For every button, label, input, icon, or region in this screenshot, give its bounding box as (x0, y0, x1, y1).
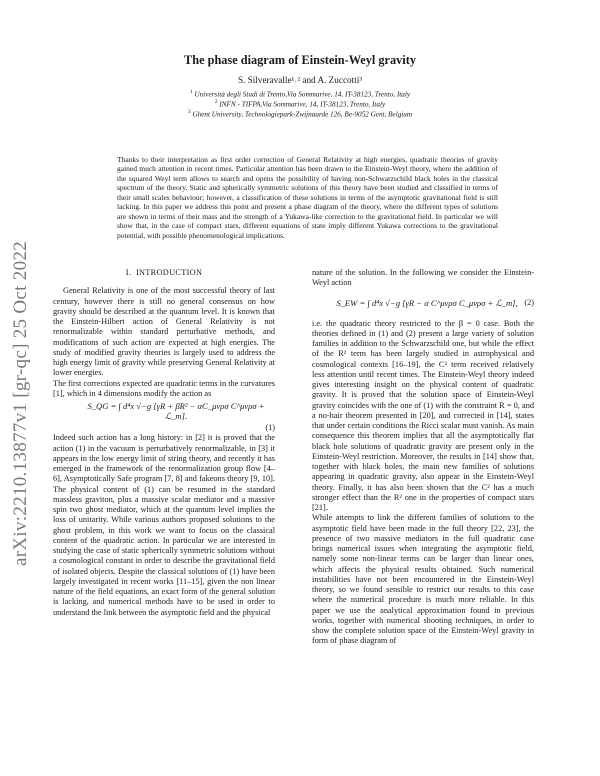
affiliation-mark: 2 (214, 99, 218, 105)
intro-paragraph-6: While attempts to link the different families of solutions to the asymptotic field have been made in the full theory [22, 23], the presence of two massive mediators in the full quadratic case brings numerical issues when integrating the asymptotic field, namely some non-linear terms can be larger than linear ones, which affects the physical results obtained. Such numerical instabilities have not been encountered in the Einstein-Weyl theory, so we found sensible to restrict our results to this case where the numerical procedure is much more reliable. In this paper we use the analytical approximation found in previous works, together with numerical shooting techniques, in order to show the complete solution space of the Einstein-Weyl gravity in form of phase diagram of (312, 513, 534, 646)
affiliation-text: Ghent University, Technologiepark-Zwijnaarde 126, Be-9052 Gent, Belgium (192, 110, 413, 119)
intro-paragraph-4: nature of the solution. In the following we consider the Einstein-Weyl action (312, 268, 534, 288)
affiliation-mark: 1 (189, 89, 193, 95)
affiliation-3 (0, 109, 600, 118)
section-number: I. (125, 268, 132, 277)
arxiv-stamp: arXiv:2210.13877v1 [gr-qc] 25 Oct 2022 (10, 241, 31, 566)
section-title: INTRODUCTION (135, 268, 203, 277)
paper-title: The phase diagram of Einstein-Weyl gravity (184, 53, 416, 67)
equation-2-body: S_EW = ∫ d⁴x √−g [γR − α C^μνρσ C_μνρσ + ℒ_m], (336, 298, 518, 309)
affiliation-text: Università degli Studi di Trento,Via Sommarive, 14, IT-38123, Trento, Italy (194, 90, 411, 99)
affiliation-text: INFN - TIFPA,Via Sommarive, 14, IT-38123, Trento, Italy (219, 100, 386, 109)
section-heading (53, 268, 275, 278)
right-column (312, 268, 534, 647)
intro-paragraph-3: Indeed such action has a long history: in [2] it is proved that the action (1) in the vacuum is perturbatively renormalizable, in [3] it appears in the low energy limit of string theory, and recently it has emerged in the framework of the renormalization group flow [4–6], Asymptotically Safe program [7, 8] and fakeons theory [9, 10]. The physical content of (1) can be resumed in the standard massless graviton, plus a massive scalar mediator and a massive spin two ghost mediator, which at the quantum level implies the loss of unitarity. While various authors proposed solutions to the ghost problem, in this work we want to focus on the classical content of the quadratic action. In particular we are interested in studying the case of static spherically symmetric solutions without a cosmological constant in order to describe the gravitational field of isolated objects. Despite the classical solutions of (1) have been largely investigated in recent works [11–15], given the non linear nature of the field equations, an exact form of the general solution is lacking, and numerical methods have to be used in order to understand the link between the asymptotic field and the physical (53, 433, 275, 617)
equation-1 (53, 399, 275, 423)
equation-1-body: S_QG = ∫ d⁴x √−g [γR + βR² − αC_μνρσ C^μνρσ + ℒ_m]. (87, 400, 265, 421)
intro-paragraph-5: i.e. the quadratic theory restricted to the β = 0 case. Both the theories defined in (1) and (2) present a large variety of solution families in addition to the Schwarzschild one, but while the effect of the R² term has been largely studied in astrophysical and cosmological contexts [16–19], the C² term received relatively less attention until recent times. The Einstein-Weyl theory indeed gives interesting insight on the physical content of quadratic gravity. It is proved that the solution space of Einstein-Weyl gravity coincides with the one of (1) with the constraint R = 0, and a no-hair theorem presented in [20], and corrected in [14], states that under certain conditions the Ricci scalar must vanish. As main consequence this theorem implies that all the asymptotically flat black hole solutions of quadratic gravity are present only in the Einstein-Weyl restriction. Moreover, the results in [14] show that, together with black holes, the main new families of solutions appearing in quadratic gravity, also appear in the Einstein-Weyl theory. Finally, it has also been shown that the C² has a much stronger effect than the R² one in the properties of compact stars [21]. (312, 318, 534, 512)
affiliation-1 (0, 89, 600, 98)
equation-2 (312, 289, 534, 319)
equation-2-number: (2) (524, 298, 534, 308)
left-column (53, 268, 275, 618)
abstract: Thanks to their interpretation as first order correction of General Relativity at high energies, quadratic theories of gravity gained much attention in recent times. Particular attention has been drawn to the Einstein-Weyl theory, where the addition of the squared Weyl term allows to search and opens the possibility of having non-Schwarzschild black holes in the classical spectrum of the theory. Static and spherically symmetric solutions of this theory have been studied and classified in terms of their small scales behaviour; however, a classification of these solutions in terms of the asymptotic gravitational field is still lacking. In this paper we address this point and present a phase diagram of the theory, where the different types of solutions are shown in terms of their mass and the strength of a Yukawa-like correction to the gravitational field. In particular we will show that, in the case of compact stars, different equations of state imply different Yukawa corrections to the gravitational potential, with possible phenomenological implications. (117, 155, 498, 240)
affiliation-mark: 3 (187, 109, 191, 115)
affiliation-2 (0, 99, 600, 108)
author-list: S. Silveravalle¹˒² and A. Zuccotti³ (237, 75, 363, 85)
equation-1-number: (1) (265, 423, 275, 432)
intro-paragraph-2: The first corrections expected are quadratic terms in the curvatures [1], which in 4 dimensions modify the action as (53, 378, 275, 398)
intro-paragraph-1: General Relativity is one of the most successful theory of last century, however there is still no general consensus on how gravity should be described at the quantum level. It is known that the Einstein-Hilbert action of General Relativity is not renormalizable within standard perturbative methods, and modifications of such action are expected at high energies. The study of modified gravity theories is largely used to address the high energy limit of gravity while preserving General Relativity at lower energies. (53, 286, 275, 378)
